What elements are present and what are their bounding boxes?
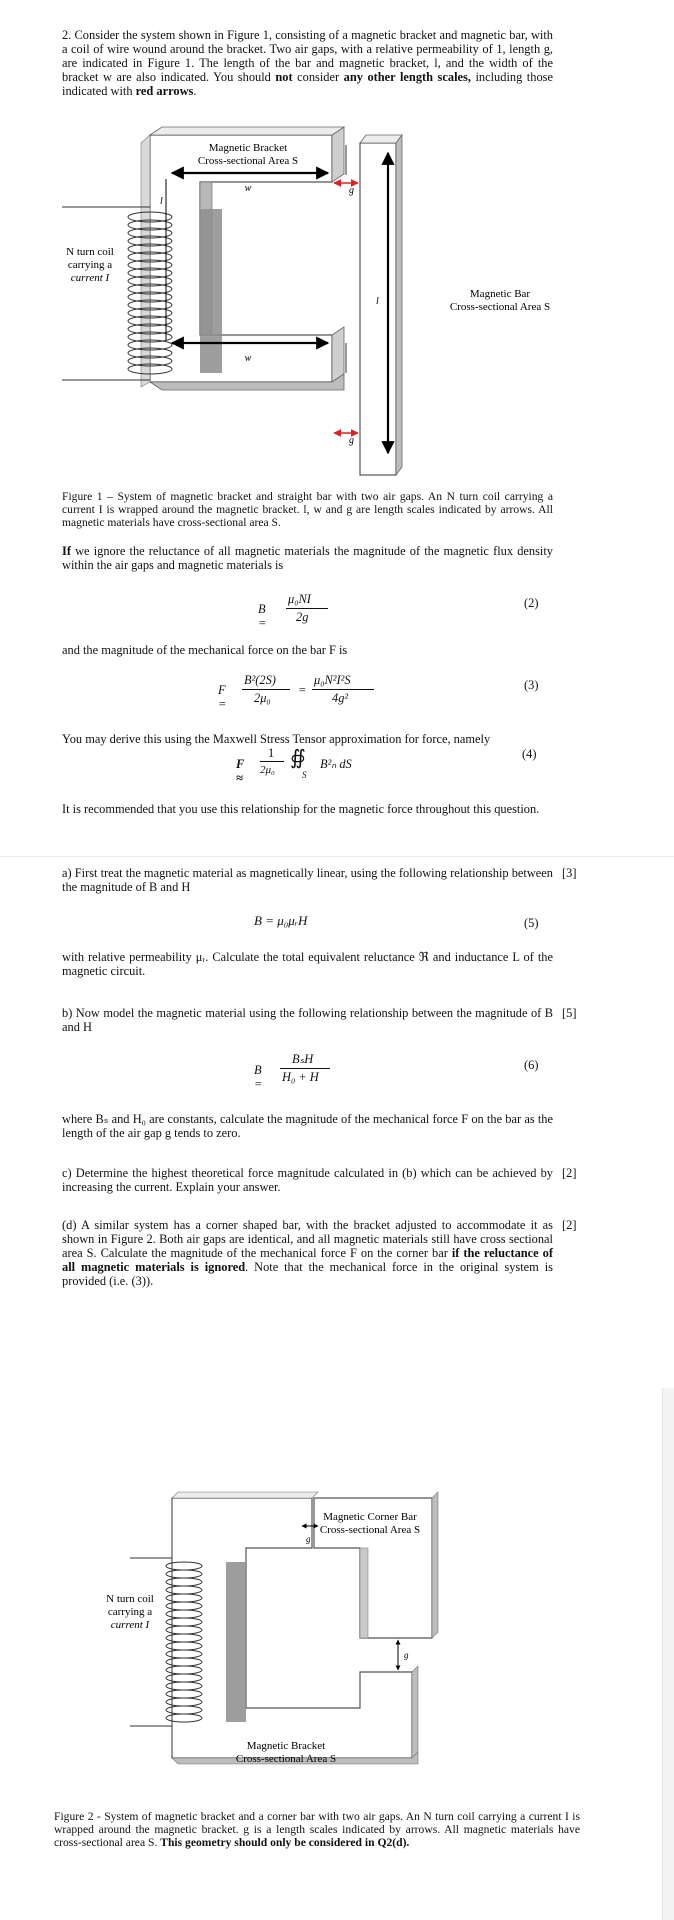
question-a-text: a) First treat the magnetic material as magnetically linear, using the following relationship between the magnitude of B and H <box>62 866 553 894</box>
intro-text-2: consider <box>297 70 340 84</box>
fig2-bracket-label: Magnetic Bracket <box>246 1740 326 1752</box>
fig2-bar-area: Cross-sectional Area S <box>319 1524 421 1536</box>
question-b-follow: where Bₛ and H₀ are constants, calculate the magnitude of the mechanical force F on the bar as the length of the air gap g tends to zero. <box>62 1112 553 1140</box>
question-d-mark: [2] <box>562 1218 577 1232</box>
fig2-bracket-area: Cross-sectional Area S <box>235 1753 337 1765</box>
fig1-g-bottom: g <box>349 435 354 446</box>
fig1-coil-line3: current I <box>70 272 110 284</box>
question-b-mark: [5] <box>562 1006 577 1020</box>
question-d-text: (d) A similar system has a corner shaped bar, with the bracket adjusted to accommodate it as shown in Figure 2. Both air gaps are identical, and all magnetic materials still have cross sectional area S. Calculate the magnitude of the mechanical force F on the corner bar if the reluctance of all magnetic materials is ignored. Note that the mechanical force in the original system is provided (i.e. (3)). <box>62 1218 554 1288</box>
magnetic-bar <box>360 135 402 475</box>
intro-bold-not: not <box>275 70 293 84</box>
eq2-number: (2) <box>524 596 539 610</box>
para-force: and the magnitude of the mechanical force on the bar F is <box>62 643 348 657</box>
fig2-coil-line3: current I <box>110 1619 150 1631</box>
fig2-bar-label: Magnetic Corner Bar <box>323 1511 417 1523</box>
question-a-follow: with relative permeability μᵣ. Calculate the total equivalent reluctance ℜ and inductance L of the magnetic circuit. <box>62 950 553 978</box>
para-recommend: It is recommended that you use this relationship for the magnetic force throughout this question. <box>62 802 540 816</box>
fig2-g-top: g <box>306 1534 311 1544</box>
fig2-coil-line1: N turn coil <box>106 1593 154 1605</box>
eq4-number: (4) <box>522 747 537 761</box>
fig1-bracket-area: Cross-sectional Area S <box>197 155 299 167</box>
para-ignore-reluctance: If we ignore the reluctance of all magnetic materials the magnitude of the magnetic flux density within the air gaps and magnetic materials is <box>62 544 553 572</box>
fig1-bar-area: Cross-sectional Area S <box>449 301 551 313</box>
eq6-number: (6) <box>524 1058 539 1072</box>
intro-bold-length-scales: any other length scales, <box>343 70 471 84</box>
intro-text-3: including those indicated with <box>62 70 553 98</box>
figure-1-caption: Figure 1 – System of magnetic bracket and straight bar with two air gaps. An N turn coil carrying a current I is wrapped around the magnetic bracket. l, w and g are length scales indicated by arrows. All magnetic materials have cross-sectional area S. <box>62 490 553 530</box>
question-b-text: b) Now model the magnetic material using the following relationship between the magnitude of B and H <box>62 1006 553 1034</box>
fig1-g-top: g <box>349 185 354 196</box>
page-separator <box>0 856 674 857</box>
eq3-number: (3) <box>524 678 539 692</box>
fig1-l-right: l <box>376 296 379 307</box>
coil-windings-front <box>200 209 222 373</box>
figure-1 <box>0 125 674 485</box>
fig1-coil-line1: N turn coil <box>66 246 114 258</box>
question-c-mark: [2] <box>562 1166 577 1180</box>
para-maxwell: You may derive this using the Maxwell Stress Tensor approximation for force, namely <box>62 732 491 746</box>
fig2-coil-windings-front <box>226 1562 246 1722</box>
figure-2-caption: Figure 2 - System of magnetic bracket and a corner bar with two air gaps. An N turn coil carrying a current I is wrapped around the magnetic bracket. g is a length scales indicated by arrows. All magnetic materials have cross-sectional area S. This geometry should only be considered in Q2(d). <box>54 1810 580 1850</box>
fig2-g-right: g <box>404 1650 409 1660</box>
intro-paragraph: 2. Consider the system shown in Figure 1, consisting of a magnetic bracket and magnetic bar, with a coil of wire wound around the bracket. Two air gaps, with a relative permeability of 1, length g, are indicated in Figure 1. The length of the bar and magnetic bracket, l, and the width of the bracket w are also indicated. You should not consider any other length scales, including those indicated with red arrows. <box>62 28 553 98</box>
fig2-coil-line2: carrying a <box>107 1606 153 1618</box>
fig1-coil-line2: carrying a <box>67 259 113 271</box>
fig1-l-left: l <box>160 196 163 207</box>
fig1-w-bottom: w <box>244 353 252 364</box>
figure-2 <box>0 1490 674 1810</box>
question-a-mark: [3] <box>562 866 577 880</box>
equation-5: B = μ₀μᵣH <box>254 913 308 928</box>
fig1-bracket-label: Magnetic Bracket <box>208 142 288 154</box>
question-c-text: c) Determine the highest theoretical force magnitude calculated in (b) which can be achieved by increasing the current. Explain your answer. <box>62 1166 553 1194</box>
document-page: 2. Consider the system shown in Figure 1, consisting of a magnetic bracket and magnetic bar, with a coil of wire wound around the bracket. Two air gaps, with a relative permeability of 1, length g, are indicated in Figure 1. The length of the bar and magnetic bracket, l, and the width of the bracket w are also indicated. You should not consider any other length scales, including those indicated with red arrows. Magnetic Bracket Cross-sectional Area S w w g g l l Magnetic Bar Cross-sectional Area S N turn coil carrying a current I Figure 1 – System of magnetic bracket and straight bar with two air gaps. An N turn coil carrying a current I is wrapped around the magnetic bracket. l, w and g are length scales indicated by arrows. All magnetic materials have cross-sectional area S. If we ignore the reluctance of all magnetic materials the magnitude of the magnetic flux density within the air gaps and magnetic materials is B = μ₀NI 2g (2) and the magnitude of the mechanical force on the bar F is F = B²(2S) 2μ₀ = μ₀N²I²S 4g² (3) You may derive this using the Maxwell Stress Tensor approximation for force, namely (4) F ≈ 1 2μ₀ ∯ S B²ₙ dS It is recommended that you use this relationship for the magnetic force throughout this question. a) First treat the magnetic material as magnetically linear, using the following relationship between the magnitude of B and H [3] B = μ₀μᵣH (5) with relative permeability μᵣ. Calculate the total equivalent reluctance ℜ and inductance L of the magnetic circuit. b) Now model the magnetic material using the following relationship between the magnitude of B and H [5] B = BₛH H₀ + H (6) where Bₛ and H₀ are constants, calculate the magnitude of the mechanical force F on the bar as the length of the air gap g tends to zero. c) Determine the highest theoretical force magnitude calculated in (b) which can be achieved by increasing the current. Explain your answer. [2] (d) A similar system has a corner shaped bar, with the bracket adjusted to accommodate it as shown in Figure 2. Both air gaps are identical, and all magnetic materials still have cross sectional area S. Calculate the magnitude of the mechanical force F on the corner bar if the reluctance of all magnetic materials is ignored. Note that the mechanical force in the original system is provided (i.e. (3)). [2] Magnetic Corner Bar Cross-sectional Area S g g Magnetic Bracket Cross-sectional Area S N turn coil carrying a current I Figure 2 - System of magnetic bracket and a corner bar with two air gaps. An N turn coil carrying a current I is wrapped around the magnetic bracket. g is a length scales indicated by arrows. All magnetic materials have cross-sectional area S. This geometry should only be considered in Q2(d). <box>0 0 674 1920</box>
intro-text-1: 2. Consider the system shown in Figure 1, consisting of a magnetic bracket and magnetic bar, with a coil of wire wound around the bracket. Two air gaps, with a relative permeability of 1, length g, are indicated in Figure 1. The length of the bar and magnetic bracket, l, and the width of the bracket w are also indicated. You should <box>62 28 553 84</box>
eq5-number: (5) <box>524 916 539 930</box>
fig1-w-top: w <box>244 183 252 194</box>
fig1-bar-label: Magnetic Bar <box>469 288 531 300</box>
intro-bold-red-arrows: red arrows <box>135 84 194 98</box>
